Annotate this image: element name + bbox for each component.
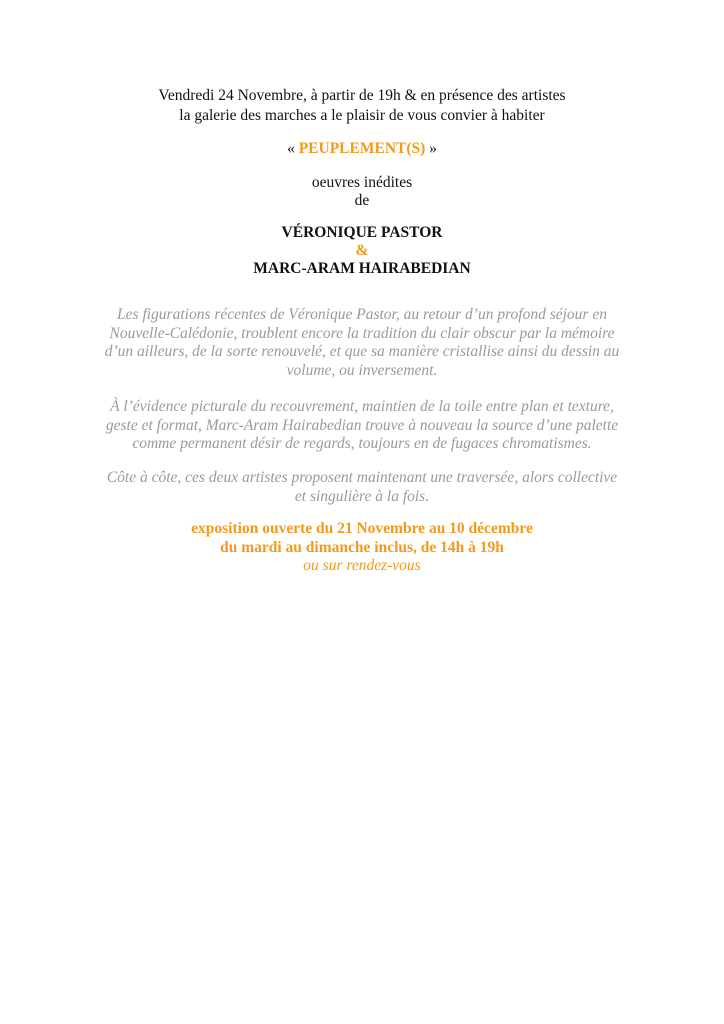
- invitation-intro: [0, 86, 724, 126]
- exhibition-info: [0, 520, 724, 576]
- paragraph-line: comme permanent désir de regards, toujours en de fugaces chromatismes.: [132, 435, 592, 452]
- paragraph-line: d’un ailleurs, de la sorte renouvelé, et que sa manière cristallise ainsi du dessin au: [104, 343, 620, 360]
- works-line-2: de: [354, 192, 370, 209]
- invitation-line-1: Vendredi 24 Novembre, à partir de 19h & en présence des artistes: [158, 87, 566, 104]
- title-open-quote: «: [287, 140, 299, 157]
- exhibition-dates: exposition ouverte du 21 Novembre au 10 décembre: [191, 520, 533, 537]
- paragraph-line: À l’évidence picturale du recouvrement, maintien de la toile entre plan et texture,: [110, 398, 614, 415]
- artists-ampersand: &: [355, 242, 369, 259]
- paragraph-line: et singulière à la fois.: [294, 487, 430, 505]
- description-paragraph-3: [84, 469, 640, 506]
- artist-name-1: VÉRONIQUE PASTOR: [281, 224, 443, 241]
- description-paragraph-2: [84, 398, 640, 454]
- description-paragraph-1: [84, 306, 640, 380]
- paragraph-line: geste et format, Marc-Aram Hairabedian trouve à nouveau la source d’une palette: [105, 416, 619, 434]
- paragraph-line: Les figurations récentes de Véronique Pastor, au retour d’un profond séjour en: [117, 306, 607, 323]
- title-close-quote: »: [425, 140, 437, 157]
- paragraph-line: volume, ou inversement.: [286, 361, 438, 379]
- exhibition-title: [0, 139, 724, 159]
- works-line-1: oeuvres inédites: [311, 174, 413, 191]
- works-caption: [0, 174, 724, 210]
- exhibition-appointment: ou sur rendez-vous: [303, 557, 421, 574]
- title-name: PEUPLEMENT(S): [298, 140, 426, 157]
- invitation-line-2: la galerie des marches a le plaisir de vous convier à habiter: [179, 107, 545, 124]
- paragraph-line: Nouvelle-Calédonie, troublent encore la tradition du clair obscur par la mémoire: [109, 324, 615, 342]
- artists-block: [0, 224, 724, 278]
- artist-name-2: MARC-ARAM HAIRABEDIAN: [253, 260, 471, 277]
- paragraph-line: Côte à côte, ces deux artistes proposent maintenant une traversée, alors collective: [106, 469, 618, 486]
- exhibition-hours: du mardi au dimanche inclus, de 14h à 19h: [220, 538, 504, 556]
